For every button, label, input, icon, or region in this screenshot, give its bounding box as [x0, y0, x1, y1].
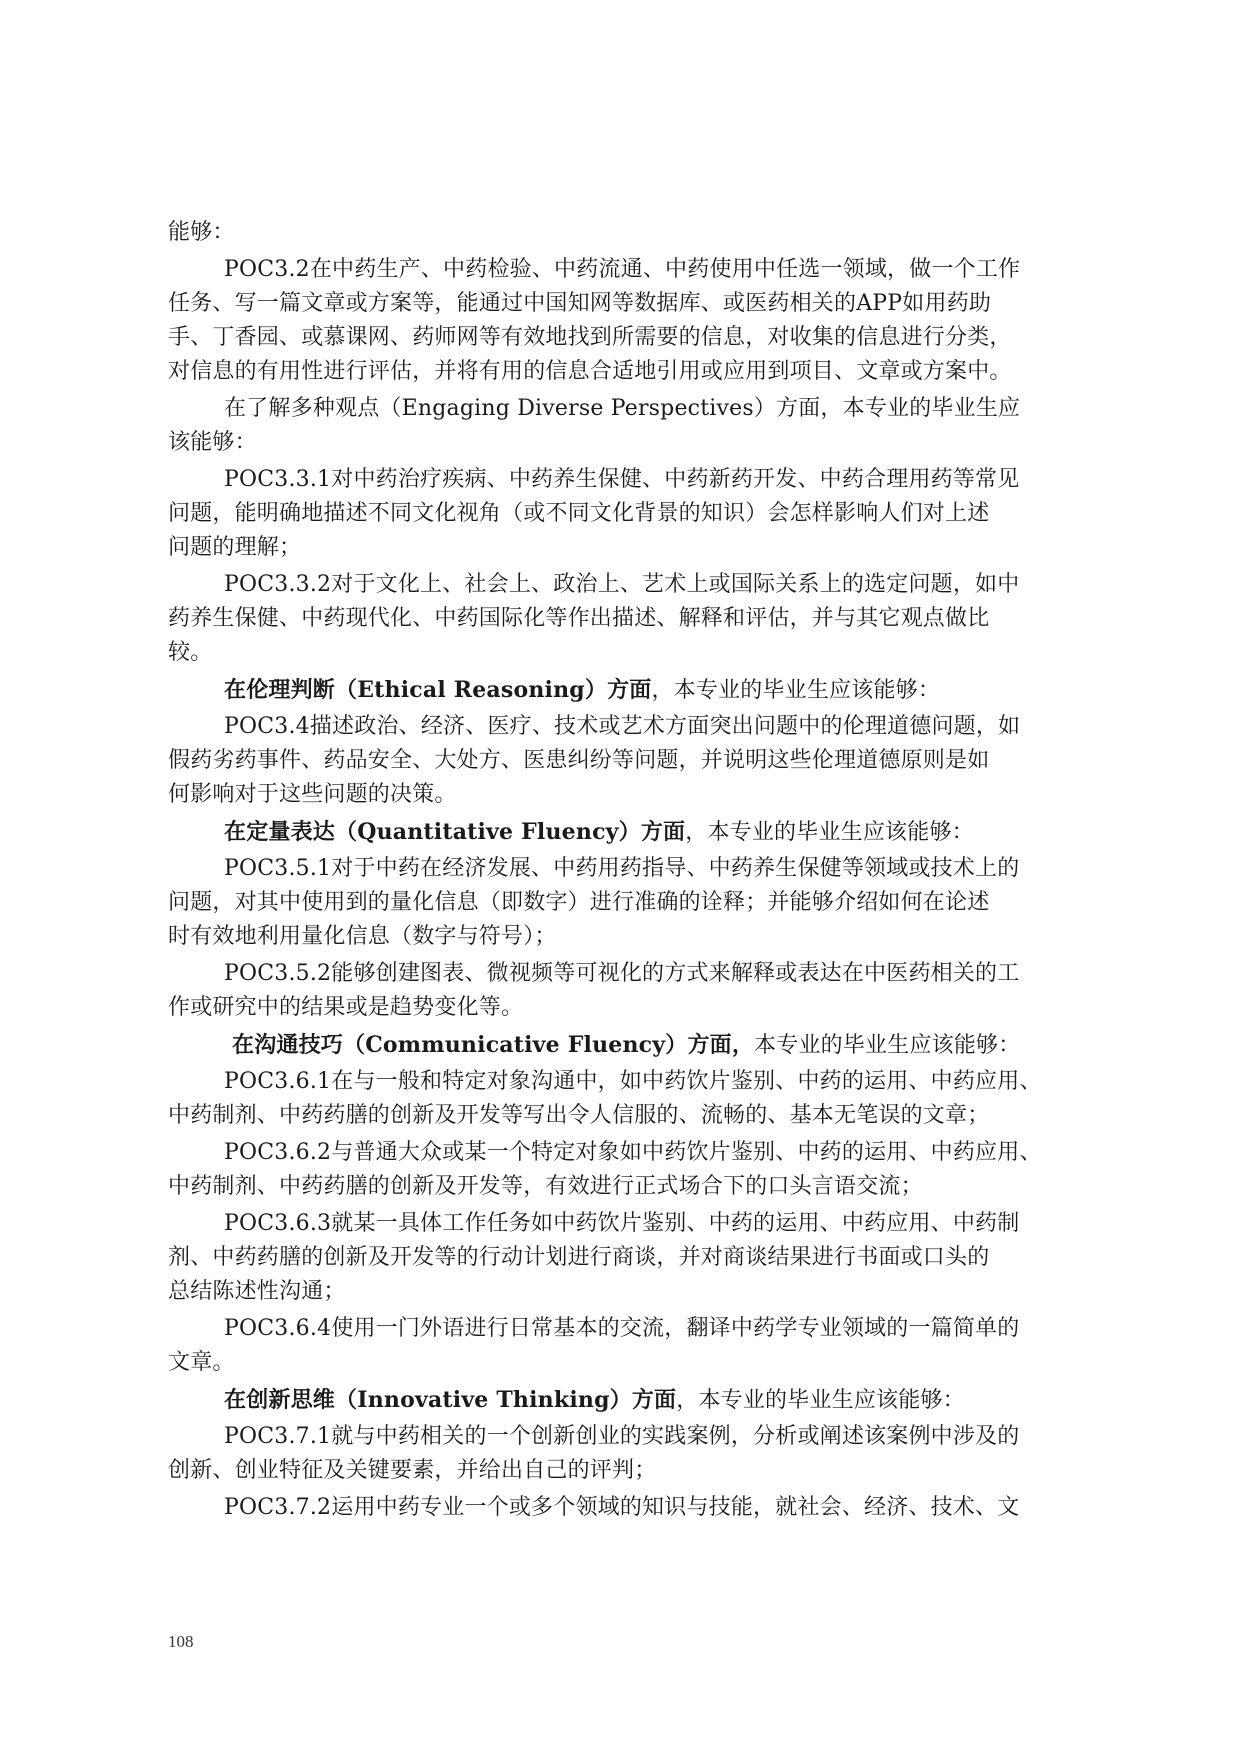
text-line	[168, 710, 1088, 744]
section-heading: 在创新思维（Innovative Thinking）方面	[224, 1387, 677, 1413]
text-line	[168, 1207, 1088, 1241]
line-text: 对信息的有用性进行评估，并将有用的信息合适地引用或应用到项目、文章或方案中。	[168, 359, 1012, 384]
line-text: 何影响对于这些问题的决策。	[168, 782, 457, 807]
text-line	[168, 957, 1088, 991]
text-line	[168, 463, 1088, 497]
text-line	[168, 1346, 1088, 1380]
text-line	[168, 1383, 1088, 1417]
line-text: 问题，能明确地描述不同文化视角（或不同文化背景的知识）会怎样影响人们对上述	[168, 501, 990, 526]
line-text: 任务、写一篇文章或方案等，能通过中国知网等数据库、或医药相关的APP如用药助	[168, 291, 992, 316]
text-line	[168, 744, 1088, 778]
text-line	[168, 673, 1088, 707]
text-line	[168, 920, 1088, 954]
line-text: 中药制剂、中药药膳的创新及开发等写出令人信服的、流畅的、基本无笔误的文章；	[168, 1103, 990, 1128]
line-text: ，本专业的毕业生应该能够：	[685, 820, 974, 845]
text-line	[168, 287, 1088, 321]
line-text: POC3.6.1在与一般和特定对象沟通中，如中药饮片鉴别、中药的运用、中药应用、	[224, 1069, 1042, 1094]
line-text: POC3.5.2能够创建图表、微视频等可视化的方式来解释或表达在中医药相关的工	[224, 961, 1020, 986]
line-text: 中药制剂、中药药膳的创新及开发等，有效进行正式场合下的口头言语交流；	[168, 1174, 923, 1199]
section-heading: 在定量表达（Quantitative Fluency）方面	[224, 819, 686, 845]
line-text: 能够：	[168, 220, 235, 245]
line-text: 本专业的毕业生应该能够：	[754, 1033, 1021, 1058]
line-text: 较。	[168, 640, 213, 665]
line-text: POC3.6.4使用一门外语进行日常基本的交流，翻译中药学专业领域的一篇简单的	[224, 1316, 1020, 1341]
text-line	[168, 392, 1088, 426]
line-text: 剂、中药药膳的创新及开发等的行动计划进行商谈，并对商谈结果进行书面或口头的	[168, 1245, 990, 1270]
text-line	[168, 497, 1088, 531]
text-line	[168, 1241, 1088, 1275]
text-line	[168, 852, 1088, 886]
text-line	[168, 815, 1088, 849]
section-heading: 在伦理判断（Ethical Reasoning）方面	[224, 677, 652, 703]
line-text: 假药劣药事件、药品安全、大处方、医患纠纷等问题，并说明这些伦理道德原则是如	[168, 748, 990, 773]
line-text: POC3.2在中药生产、中药检验、中药流通、中药使用中任选一领域，做一个工作	[224, 257, 1021, 282]
line-text: 手、丁香园、或慕课网、药师网等有效地找到所需要的信息，对收集的信息进行分类，	[168, 325, 1012, 350]
line-text: 总结陈述性沟通；	[168, 1279, 346, 1304]
text-line	[168, 1420, 1088, 1454]
text-line	[168, 1099, 1088, 1133]
text-line	[168, 1312, 1088, 1346]
text-line	[168, 636, 1088, 670]
line-text: POC3.3.1对中药治疗疾病、中药养生保健、中药新药开发、中药合理用药等常见	[224, 467, 1020, 492]
line-text: 作或研究中的结果或是趋势变化等。	[168, 995, 524, 1020]
section-heading: 在沟通技巧（Communicative Fluency）方面，	[232, 1032, 755, 1058]
line-text: 问题，对其中使用到的量化信息（即数字）进行准确的诠释；并能够介绍如何在论述	[168, 890, 990, 915]
line-text: 文章。	[168, 1350, 235, 1375]
line-text: POC3.5.1对于中药在经济发展、中药用药指导、中药养生保健等领域或技术上的	[224, 856, 1020, 881]
line-text: POC3.6.2与普通大众或某一个特定对象如中药饮片鉴别、中药的运用、中药应用、	[224, 1140, 1042, 1165]
text-line	[168, 531, 1088, 565]
text-line	[168, 1491, 1088, 1525]
page-number: 108	[168, 1632, 194, 1651]
text-line	[168, 778, 1088, 812]
text-line	[168, 355, 1088, 389]
text-line	[168, 991, 1088, 1025]
line-text: 药养生保健、中药现代化、中药国际化等作出描述、解释和评估，并与其它观点做比	[168, 606, 990, 631]
line-text: POC3.4描述政治、经济、医疗、技术或艺术方面突出问题中的伦理道德问题，如	[224, 714, 1021, 739]
line-text: 问题的理解；	[168, 535, 302, 560]
text-line	[168, 1028, 1088, 1062]
text-line	[168, 321, 1088, 355]
text-line	[168, 253, 1088, 287]
text-line	[168, 1170, 1088, 1204]
line-text: POC3.3.2对于文化上、社会上、政治上、艺术上或国际关系上的选定问题，如中	[224, 572, 1020, 597]
line-text: 时有效地利用量化信息（数字与符号）；	[168, 924, 557, 949]
line-text: ，本专业的毕业生应该能够：	[676, 1388, 965, 1413]
text-line	[168, 568, 1088, 602]
text-line	[168, 886, 1088, 920]
text-line	[168, 1136, 1088, 1170]
line-text: POC3.7.1就与中药相关的一个创新创业的实践案例，分析或阐述该案例中涉及的	[224, 1424, 1020, 1449]
line-text: 创新、创业特征及关键要素，并给出自己的评判；	[168, 1458, 657, 1483]
text-line	[168, 216, 1088, 250]
document-body	[168, 216, 1088, 1525]
text-line	[168, 1454, 1088, 1488]
line-text: ，本专业的毕业生应该能够：	[651, 678, 941, 703]
line-text: POC3.6.3就某一具体工作任务如中药饮片鉴别、中药的运用、中药应用、中药制	[224, 1211, 1020, 1236]
line-text: 该能够：	[168, 430, 257, 455]
text-line	[168, 1065, 1088, 1099]
text-line	[168, 426, 1088, 460]
text-line	[168, 1275, 1088, 1309]
line-text: 在了解多种观点（Engaging Diverse Perspectives）方面，本专业的毕业生应	[224, 396, 1021, 421]
line-text: POC3.7.2运用中药专业一个或多个领域的知识与技能，就社会、经济、技术、文	[224, 1495, 1020, 1520]
text-line	[168, 602, 1088, 636]
